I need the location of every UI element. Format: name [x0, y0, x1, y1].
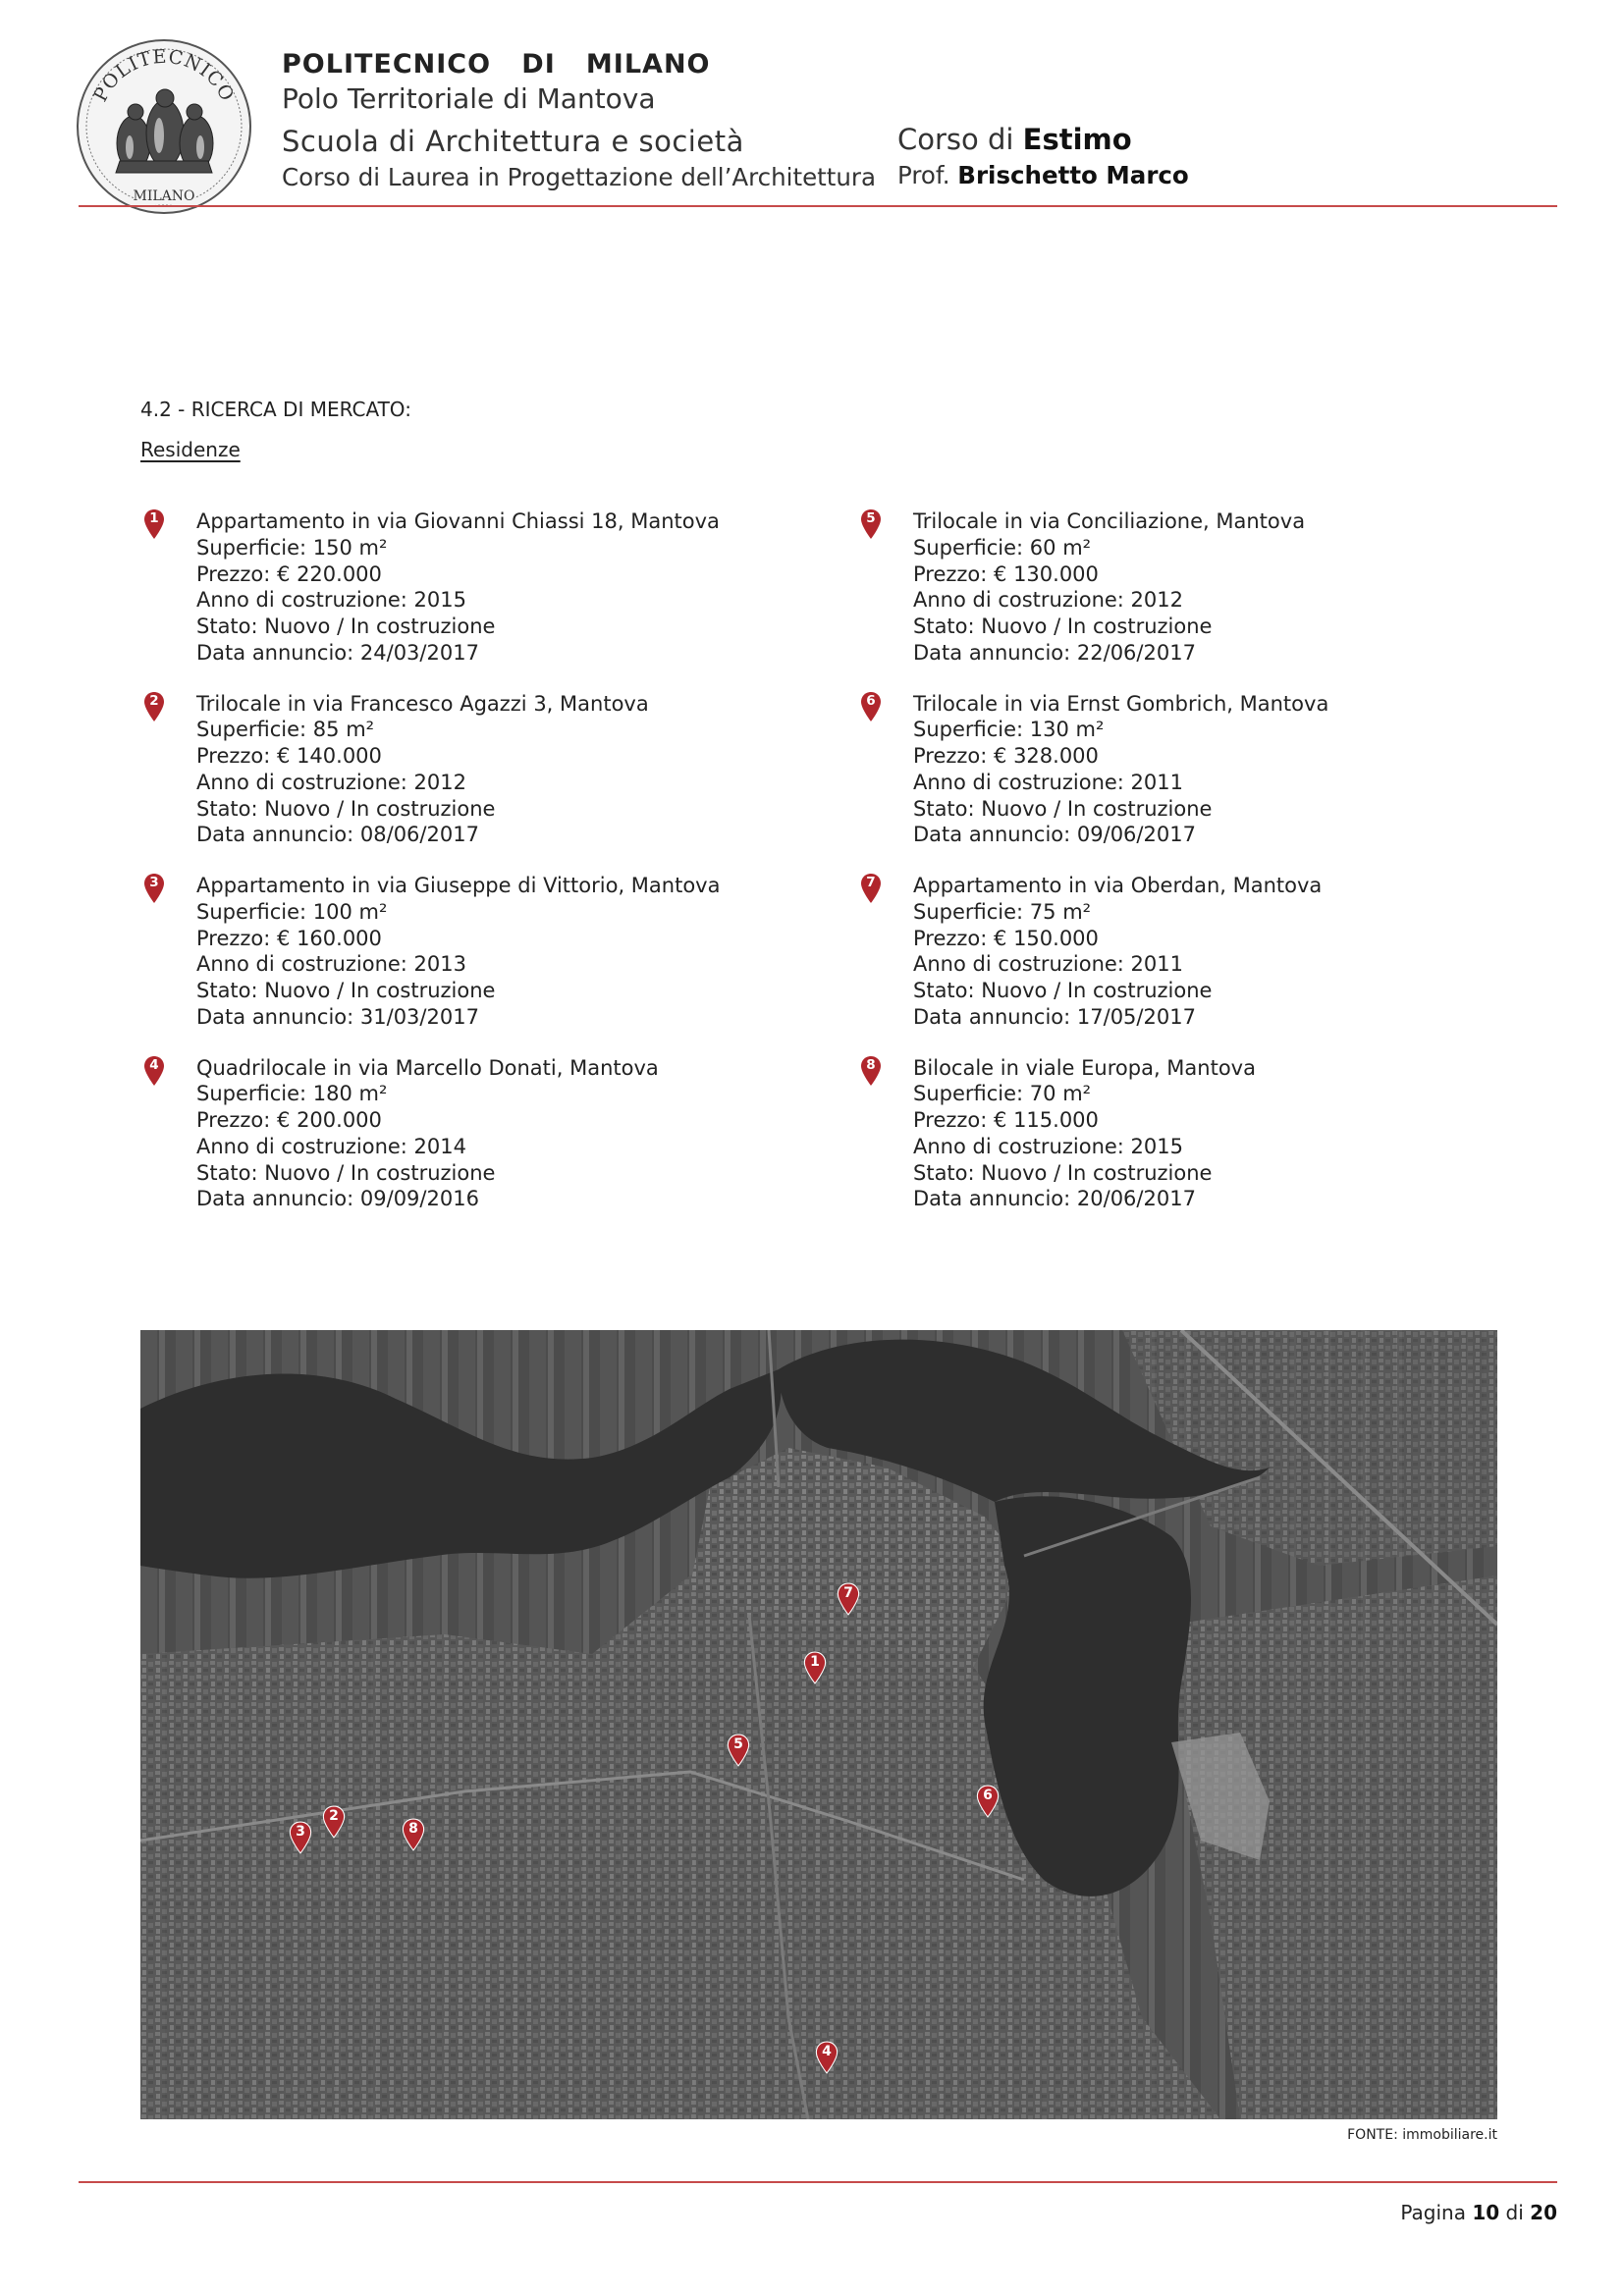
map-pin-icon — [860, 508, 882, 540]
header-right-block — [897, 123, 1189, 189]
listing-title: Quadrilocale in via Marcello Donati, Mantova — [196, 1055, 659, 1080]
pin-number: 5 — [733, 1736, 743, 1752]
listing-data: Data annuncio: 31/03/2017 — [196, 1004, 479, 1029]
professor-name: Brischetto Marco — [957, 161, 1189, 189]
map-pin-icon — [860, 1055, 882, 1087]
listing-title: Appartamento in via Giuseppe di Vittorio, Mantova — [196, 874, 721, 897]
listing-superficie: Superficie: 130 m² — [913, 718, 1105, 742]
listing-prezzo: Prezzo: € 150.000 — [913, 926, 1099, 950]
pin-number: 8 — [866, 1056, 876, 1073]
pin-number: 6 — [983, 1788, 993, 1803]
map-pin-8 — [402, 1818, 425, 1851]
listing-prezzo: Prezzo: € 160.000 — [196, 926, 382, 950]
section-subtitle: Residenze — [140, 438, 241, 461]
map-pin-4 — [815, 2041, 839, 2074]
map-pin-icon — [143, 691, 165, 722]
pin-number: 4 — [822, 2044, 832, 2059]
listing-item — [143, 1055, 791, 1238]
school-name: Scuola di Architettura e società — [282, 125, 744, 158]
listing-title: Trilocale in via Francesco Agazzi 3, Mantova — [196, 691, 649, 716]
pin-number: 7 — [866, 875, 876, 890]
listing-data: Data annuncio: 09/06/2017 — [913, 823, 1196, 847]
listing-anno: Anno di costruzione: 2011 — [913, 770, 1183, 794]
map-pin-icon — [143, 508, 165, 540]
listing-prezzo: Prezzo: € 328.000 — [913, 744, 1099, 769]
pin-number: 8 — [408, 1821, 418, 1837]
listing-stato: Stato: Nuovo / In costruzione — [913, 979, 1213, 1003]
header-divider — [79, 205, 1557, 207]
pin-number: 4 — [149, 1056, 159, 1073]
map-pin-1 — [803, 1651, 827, 1684]
listing-item — [860, 1055, 1508, 1238]
degree-name: Corso di Laurea in Progettazione dell’Architettura — [282, 163, 876, 191]
pin-number: 1 — [149, 510, 159, 526]
listing-stato: Stato: Nuovo / In costruzione — [196, 1160, 496, 1185]
listing-stato: Stato: Nuovo / In costruzione — [196, 979, 496, 1003]
listing-data: Data annuncio: 08/06/2017 — [196, 823, 479, 847]
professor-label — [897, 161, 1189, 189]
pin-number: 2 — [329, 1808, 339, 1824]
listing-superficie: Superficie: 75 m² — [913, 899, 1092, 924]
map-pin-2 — [322, 1805, 346, 1839]
listing-data: Data annuncio: 24/03/2017 — [196, 640, 479, 665]
page-number — [1400, 2201, 1557, 2224]
listing-data: Data annuncio: 22/06/2017 — [913, 640, 1196, 665]
current-page: 10 — [1472, 2201, 1500, 2224]
listing-stato: Stato: Nuovo / In costruzione — [913, 1160, 1213, 1185]
politecnico-seal-logo — [75, 37, 253, 216]
seal-text-top: POLITECNICO — [89, 45, 239, 106]
listing-prezzo: Prezzo: € 220.000 — [196, 561, 382, 586]
listing-title: Appartamento in via Oberdan, Mantova — [913, 874, 1323, 897]
listing-superficie: Superficie: 60 m² — [913, 535, 1092, 560]
listing-item — [143, 691, 791, 874]
listing-superficie: Superficie: 180 m² — [196, 1082, 388, 1106]
listing-stato: Stato: Nuovo / In costruzione — [196, 614, 496, 639]
pin-number: 2 — [149, 692, 159, 709]
listing-anno: Anno di costruzione: 2015 — [196, 588, 466, 613]
institution-name: POLITECNICO DI MILANO — [282, 49, 711, 80]
section-title: 4.2 - RICERCA DI MERCATO: — [140, 398, 411, 421]
pin-number: 5 — [866, 510, 876, 526]
campus-name: Polo Territoriale di Mantova — [282, 82, 656, 115]
listing-data: Data annuncio: 20/06/2017 — [913, 1187, 1196, 1211]
listing-superficie: Superficie: 85 m² — [196, 718, 375, 742]
listing-anno: Anno di costruzione: 2012 — [913, 588, 1183, 613]
map-source-caption: FONTE: immobiliare.it — [1347, 2127, 1497, 2143]
header-left-block — [282, 51, 876, 190]
listing-title: Bilocale in viale Europa, Mantova — [913, 1055, 1256, 1080]
pin-number: 7 — [843, 1585, 853, 1601]
listing-stato: Stato: Nuovo / In costruzione — [196, 796, 496, 821]
map-pin-6 — [976, 1785, 1000, 1818]
course-prefix: Corso di — [897, 123, 1023, 156]
pin-number: 1 — [810, 1654, 820, 1670]
listings-right-column — [860, 508, 1508, 1237]
satellite-map — [140, 1330, 1497, 2119]
listing-item — [143, 873, 791, 1055]
listing-prezzo: Prezzo: € 200.000 — [196, 1108, 382, 1133]
map-pin-icon — [860, 691, 882, 722]
satellite-map-image — [140, 1330, 1497, 2119]
pin-number: 3 — [149, 875, 159, 890]
footer-divider — [79, 2181, 1557, 2183]
pin-number: 3 — [296, 1824, 305, 1840]
page-mid: di — [1499, 2201, 1531, 2224]
total-pages: 20 — [1530, 2201, 1557, 2224]
listing-title: Appartamento in via Giovanni Chiassi 18, Mantova — [196, 509, 720, 533]
listing-data: Data annuncio: 17/05/2017 — [913, 1004, 1196, 1029]
seal-text-bottom: MILANO — [133, 188, 195, 204]
map-pin-5 — [727, 1734, 750, 1767]
listing-item — [860, 508, 1508, 691]
map-pin-icon — [860, 873, 882, 904]
listing-anno: Anno di costruzione: 2015 — [913, 1134, 1183, 1158]
listing-superficie: Superficie: 150 m² — [196, 535, 388, 560]
prof-prefix: Prof. — [897, 161, 958, 189]
course-label — [897, 123, 1189, 156]
listing-prezzo: Prezzo: € 140.000 — [196, 744, 382, 769]
page-prefix: Pagina — [1400, 2201, 1473, 2224]
listing-superficie: Superficie: 70 m² — [913, 1082, 1092, 1106]
listing-stato: Stato: Nuovo / In costruzione — [913, 614, 1213, 639]
listing-item — [143, 508, 791, 691]
listing-anno: Anno di costruzione: 2011 — [913, 952, 1183, 977]
pin-number: 6 — [866, 692, 876, 709]
listing-anno: Anno di costruzione: 2014 — [196, 1134, 466, 1158]
listing-item — [860, 873, 1508, 1055]
map-pin-3 — [289, 1821, 312, 1854]
listings-left-column — [143, 508, 791, 1237]
listing-stato: Stato: Nuovo / In costruzione — [913, 796, 1213, 821]
course-name: Estimo — [1022, 123, 1132, 156]
listing-prezzo: Prezzo: € 130.000 — [913, 561, 1099, 586]
listing-superficie: Superficie: 100 m² — [196, 899, 388, 924]
map-pin-7 — [837, 1582, 860, 1616]
map-pin-icon — [143, 1055, 165, 1087]
listing-prezzo: Prezzo: € 115.000 — [913, 1108, 1099, 1133]
map-pin-icon — [143, 873, 165, 904]
listing-data: Data annuncio: 09/09/2016 — [196, 1187, 479, 1211]
listing-anno: Anno di costruzione: 2012 — [196, 770, 466, 794]
listing-anno: Anno di costruzione: 2013 — [196, 952, 466, 977]
listing-title: Trilocale in via Ernst Gombrich, Mantova — [913, 691, 1329, 716]
listing-item — [860, 691, 1508, 874]
listing-title: Trilocale in via Conciliazione, Mantova — [913, 509, 1306, 533]
